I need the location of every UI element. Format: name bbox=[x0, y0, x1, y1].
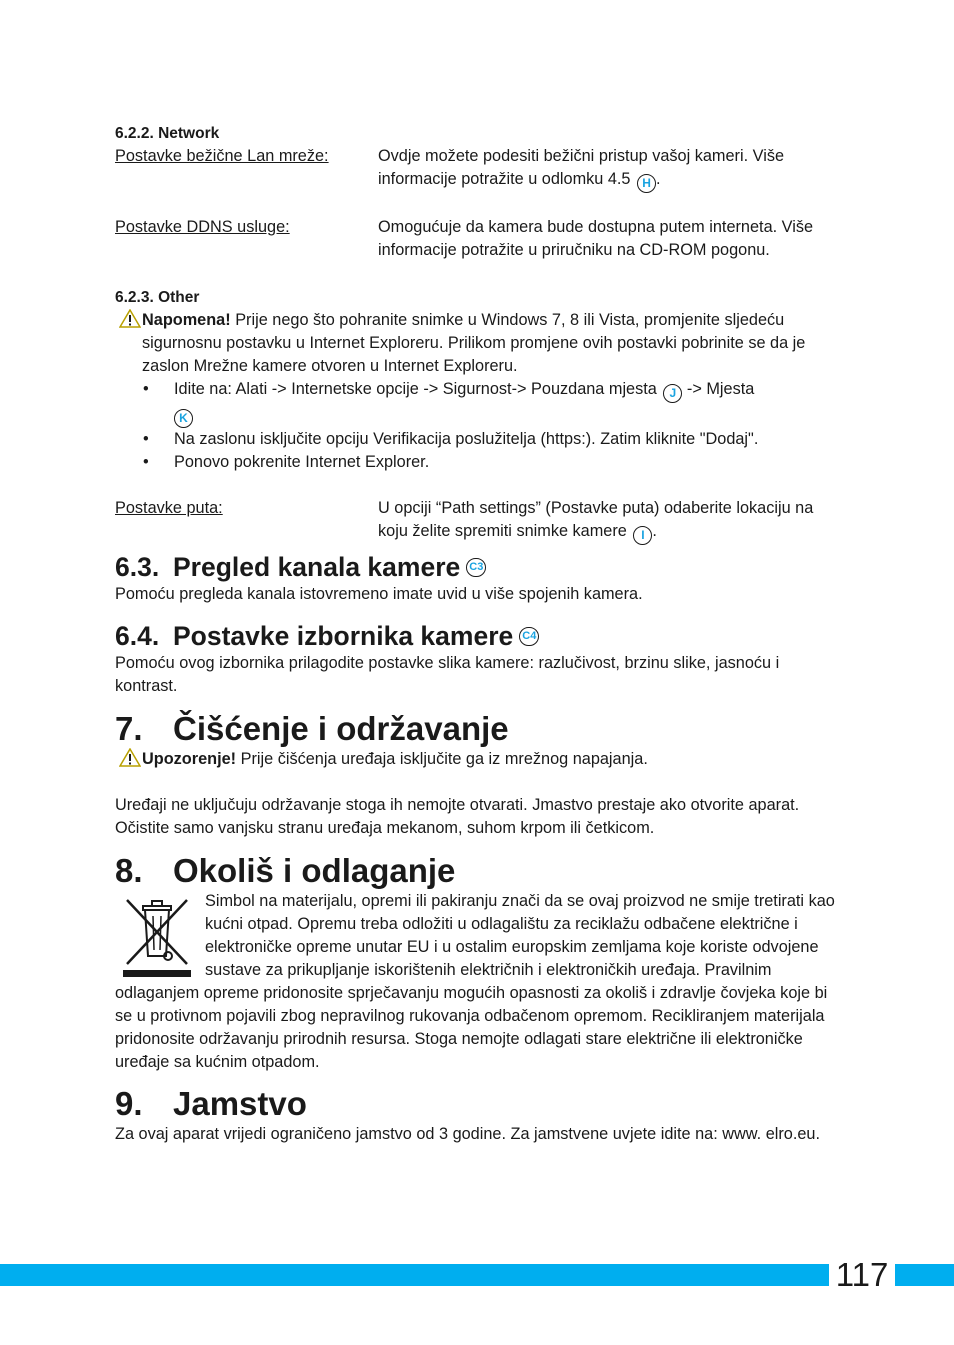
badge-h: H bbox=[637, 174, 656, 193]
step-text: Idite na: Alati -> Internetske opcije -> Sigurnost-> Pouzdana mjesta bbox=[174, 380, 657, 398]
warning-text: Prije čišćenja uređaja isključite ga iz mrežnog napajanja. bbox=[236, 750, 648, 768]
page-content bbox=[115, 122, 840, 1146]
section-6-4-text: Pomoću ovog izbornika prilagodite postavke slika kamere: razlučivost, brzinu slike, jasnoću i kontrast. bbox=[115, 654, 780, 695]
section-6-3-text: Pomoću pregleda kanala istovremeno imate uvid u više spojenih kamera. bbox=[115, 585, 643, 603]
path-setting-row bbox=[115, 497, 840, 545]
step-text-continued: -> Mjesta bbox=[682, 380, 755, 398]
section-8-text: Simbol na materijalu, opremi ili pakiranju znači da se ovaj proizvod ne smije tretirati kao kućni otpad. Opremu treba odložiti u odlagalištu za reciklažu odbačene električne i elektroničke opreme unutar EU i u ostalim europskim zemljama koje koriste odvojene sustave za prikupljanje iskorištenih električnih i elektroničkih uređaja. Pravilnim odlaganjem opreme pridonosite sprječavanju mogućih opasnosti za okoliš i zdravlje čovjeka koje bi se u protivnom pojavili zbog nepravilnog rukovanja odbačenom opremom. Recikliranjem materijala pridonosite održavanju prirodnih resursa. Stoga nemojte odlagati stare električne ili elektroničke uređaje sa kućnim otpadom. bbox=[115, 892, 835, 1071]
path-desc-text: U opciji “Path settings” (Postavke puta) odaberite lokaciju na koju želite spremiti snimke kamere bbox=[378, 499, 814, 540]
footer-bar bbox=[0, 1264, 954, 1286]
section-number: 8. bbox=[115, 852, 143, 889]
note-label: Napomena! bbox=[142, 311, 231, 329]
section-7-heading bbox=[115, 710, 840, 748]
section-title: Čišćenje i održavanje bbox=[173, 710, 509, 747]
section-title: Postavke izbornika kamere bbox=[173, 621, 514, 651]
list-item: • Ponovo pokrenite Internet Explorer. bbox=[174, 451, 840, 474]
warning-icon bbox=[119, 309, 141, 328]
network-heading: 6.2.2. Network bbox=[115, 125, 220, 142]
section-6-3-heading bbox=[115, 551, 840, 583]
section-number: 9. bbox=[115, 1085, 143, 1122]
section-6-4-heading bbox=[115, 620, 840, 652]
badge-i: I bbox=[633, 526, 652, 545]
ddns-description: Omogućuje da kamera bude dostupna putem interneta. Više informacije potražite u priručniku na CD-ROM pogonu. bbox=[378, 218, 814, 259]
ddns-setting-row bbox=[115, 216, 840, 262]
settings-steps-list bbox=[115, 378, 840, 474]
section-7-text: Uređaji ne uključuju održavanje stoga ih nemojte otvarati. Jmastvo prestaje ako otvorite aparat. Očistite samo vanjsku stranu uređaja mekanom, suhom krpom ili četkicom. bbox=[115, 796, 800, 837]
wlan-desc-text: Ovdje možete podesiti bežični pristup vašoj kameri. Više informacije potražite u odlomku 4.5 bbox=[378, 147, 785, 188]
wlan-label: Postavke bežične Lan mreže: bbox=[115, 147, 329, 165]
list-item: • Na zaslonu isključite opciju Verifikacija poslužitelja (https:). Zatim kliknite "Dodaj". bbox=[174, 428, 840, 451]
other-heading: 6.2.3. Other bbox=[115, 289, 200, 306]
section-title: Jamstvo bbox=[173, 1085, 307, 1122]
note-text: Prije nego što pohranite snimke u Windows 7, 8 ili Vista, promjenite sljedeću sigurnosnu postavku u Internet Exploreru. Prilikom promjene ovih postavki pobrinite se da je zaslon Mrežne kamere otvoren u Internet Exploreru. bbox=[142, 311, 806, 375]
warning-block bbox=[115, 748, 840, 771]
weee-crossed-bin-icon bbox=[121, 896, 193, 980]
path-description: U opciji “Path settings” (Postavke puta) odaberite lokaciju na koju želite spremiti snimke kamere I . bbox=[378, 497, 840, 545]
page-number: 117 bbox=[835, 1256, 889, 1293]
badge-k: K bbox=[174, 409, 193, 428]
list-item bbox=[174, 378, 840, 428]
wlan-setting-row bbox=[115, 145, 840, 193]
wlan-description: Ovdje možete podesiti bežični pristup vašoj kameri. Više informacije potražite u odlomku 4.5 H . bbox=[378, 145, 840, 193]
note-block bbox=[115, 309, 840, 378]
section-9-text: Za ovaj aparat vrijedi ograničeno jamstvo od 3 godine. Za jamstvene uvjete idite na: www. elro.eu. bbox=[115, 1125, 820, 1143]
path-label: Postavke puta: bbox=[115, 499, 223, 517]
badge-j: J bbox=[663, 384, 682, 403]
section-title: Pregled kanala kamere bbox=[173, 552, 461, 582]
section-number: 7. bbox=[115, 710, 143, 747]
badge-c3: C3 bbox=[466, 558, 486, 577]
section-number: 6.3. bbox=[115, 552, 160, 582]
section-title: Okoliš i odlaganje bbox=[173, 852, 456, 889]
section-8-heading bbox=[115, 852, 840, 890]
warning-icon bbox=[119, 748, 141, 767]
warning-label: Upozorenje! bbox=[142, 750, 237, 768]
badge-c4: C4 bbox=[519, 627, 539, 646]
section-9-heading bbox=[115, 1085, 840, 1123]
environment-block bbox=[115, 890, 840, 1074]
section-number: 6.4. bbox=[115, 621, 160, 651]
ddns-label: Postavke DDNS usluge: bbox=[115, 218, 290, 236]
